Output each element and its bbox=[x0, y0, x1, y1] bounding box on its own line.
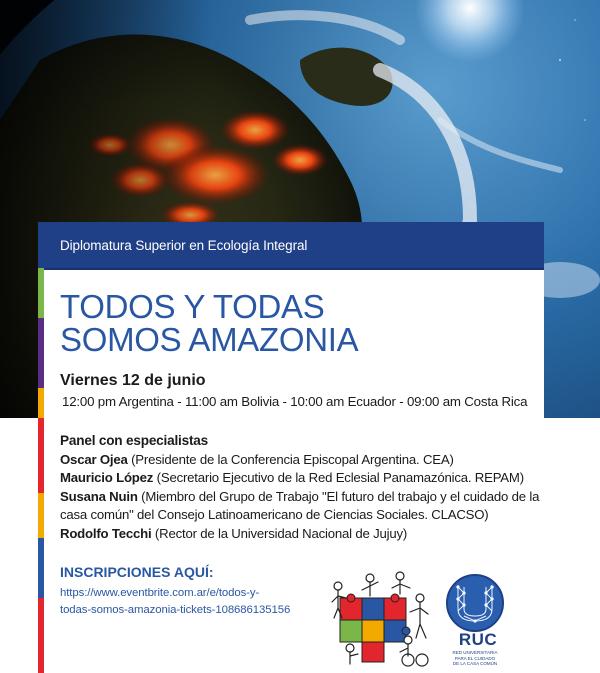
speaker-name: Susana Nuin bbox=[60, 488, 138, 504]
event-title bbox=[60, 290, 530, 356]
title-line-2: SOMOS AMAZONIA bbox=[60, 321, 359, 358]
speaker-item bbox=[60, 469, 540, 488]
program-name: Diplomatura Superior en Ecología Integral bbox=[60, 238, 308, 253]
puzzle-people-illustration bbox=[330, 568, 440, 668]
ruc-acronym: RUC bbox=[458, 630, 498, 649]
link-line-2[interactable]: todas-somos-amazonia-tickets-108686135156 bbox=[60, 604, 291, 616]
speaker-item bbox=[60, 525, 540, 544]
title-line-1: TODOS Y TODAS bbox=[60, 288, 325, 325]
speakers-panel bbox=[60, 432, 540, 544]
speaker-name: Oscar Ojea bbox=[60, 451, 128, 467]
registration-link[interactable] bbox=[60, 585, 310, 619]
speaker-name: Rodolfo Tecchi bbox=[60, 525, 152, 541]
panel-heading: Panel con especialistas bbox=[60, 433, 209, 448]
ruc-subtitle-line: RED UNIVERSITARIA bbox=[452, 650, 498, 655]
color-stripe bbox=[38, 268, 44, 673]
registration-heading: INSCRIPCIONES AQUÍ: bbox=[60, 564, 214, 580]
program-header bbox=[38, 222, 544, 270]
ruc-network-logo-icon bbox=[440, 573, 510, 633]
speaker-item bbox=[60, 488, 540, 525]
speaker-desc: (Rector de la Universidad Nacional de Jujuy) bbox=[151, 525, 408, 541]
speaker-item bbox=[60, 451, 540, 470]
event-date: Viernes 12 de junio bbox=[60, 372, 206, 389]
ruc-subtitle-line: PARA EL CUIDADO bbox=[454, 655, 496, 661]
speaker-name: Mauricio López bbox=[60, 470, 154, 486]
speaker-desc: (Presidente de la Conferencia Episcopal Argentina. CEA) bbox=[127, 451, 454, 467]
ruc-subtitle-line: DE LA CASA COMÚN bbox=[452, 661, 498, 666]
speaker-desc: (Miembro del Grupo de Trabajo "El futuro del trabajo y el cuidado de la casa común" del Consejo Latinoamericano de Ciencias Sociales. CLACSO) bbox=[60, 488, 540, 523]
ruc-subtitle bbox=[440, 650, 510, 667]
event-times: 12:00 pm Argentina - 11:00 am Bolivia - 10:00 am Ecuador - 09:00 am Costa Rica bbox=[62, 394, 528, 409]
link-line-1[interactable]: https://www.eventbrite.com.ar/e/todos-y- bbox=[60, 587, 260, 599]
speaker-desc: (Secretario Ejecutivo de la Red Eclesial Panamazónica. REPAM) bbox=[153, 470, 524, 486]
